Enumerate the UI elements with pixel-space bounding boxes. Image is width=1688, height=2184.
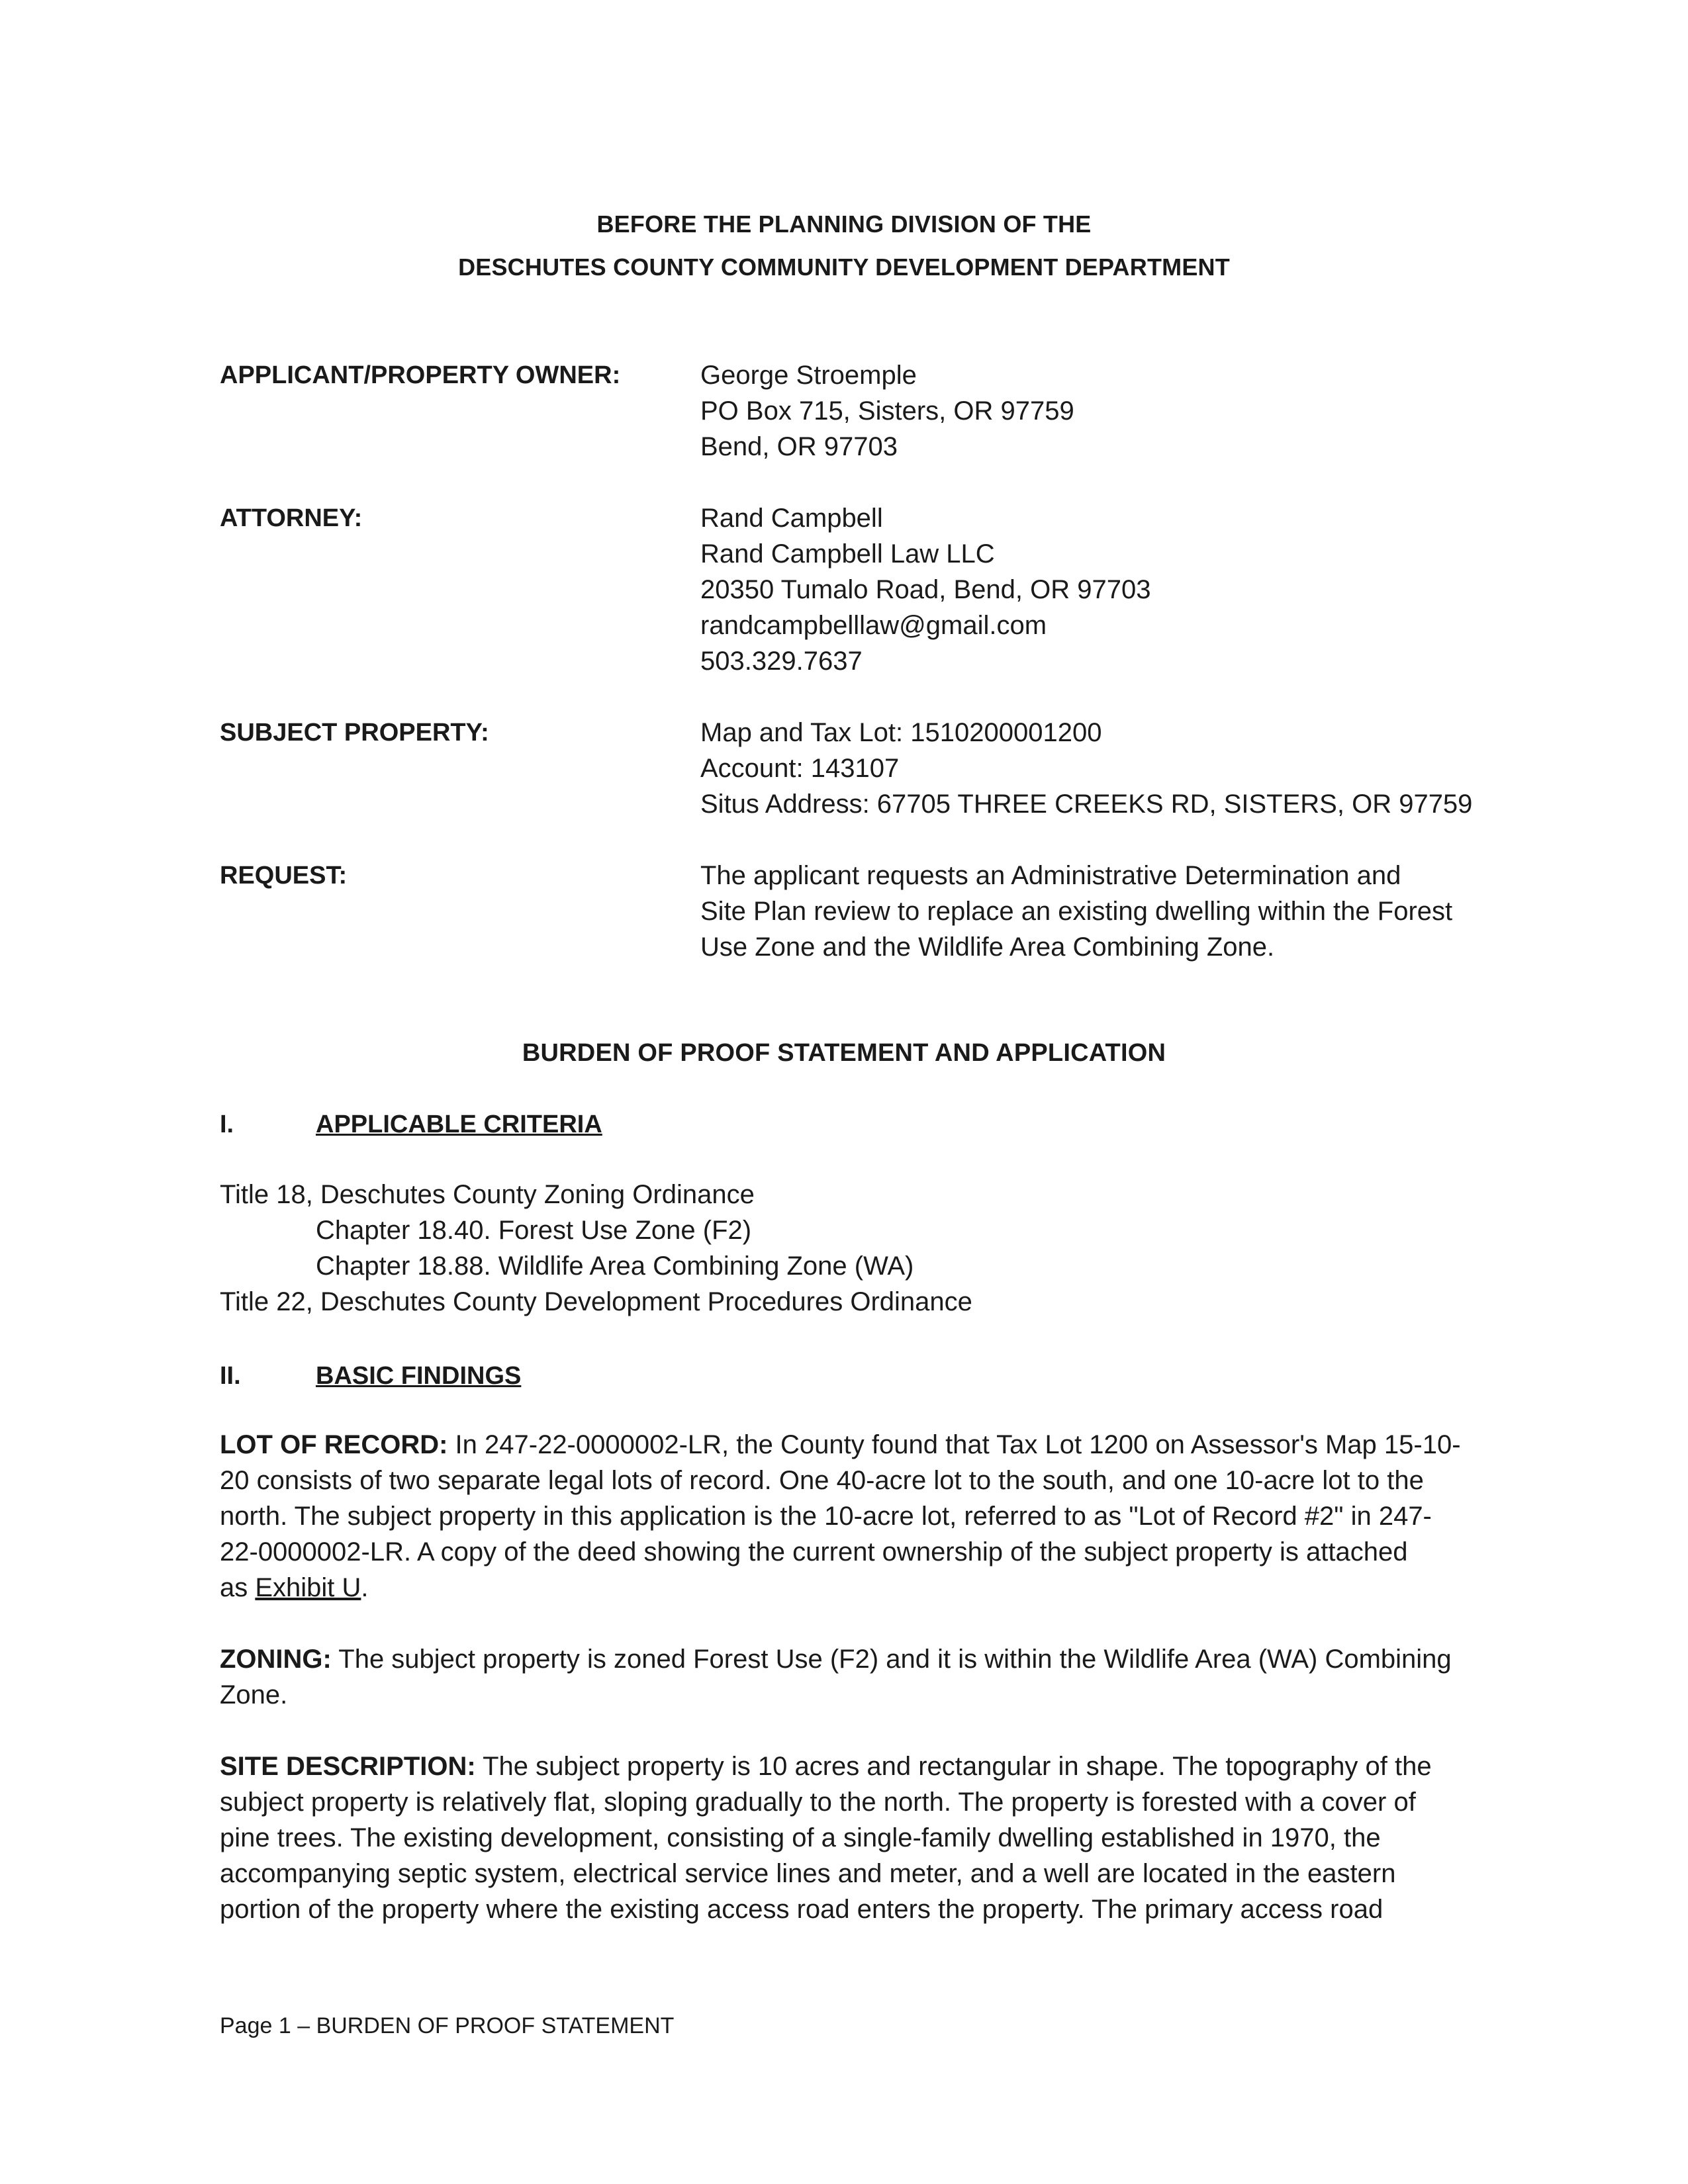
request-line: Use Zone and the Wildlife Area Combining Zone. bbox=[700, 933, 1275, 962]
owner-label: APPLICANT/PROPERTY OWNER: bbox=[220, 361, 621, 389]
section-2-title: BASIC FINDINGS bbox=[316, 1362, 522, 1390]
paragraph-text: pine trees. The existing development, consisting of a single-family dwelling established in 1970, the bbox=[220, 1823, 1381, 1852]
header-line-1: BEFORE THE PLANNING DIVISION OF THE bbox=[596, 210, 1092, 238]
attorney-phone: 503.329.7637 bbox=[700, 647, 863, 676]
paragraph-text: north. The subject property in this application is the 10-acre lot, referred to as "Lot of Record #2" in 247- bbox=[220, 1502, 1432, 1531]
paragraph-text: . bbox=[361, 1573, 369, 1602]
request-label: REQUEST: bbox=[220, 862, 348, 889]
zoning-paragraph bbox=[220, 1641, 1471, 1713]
property-label: SUBJECT PROPERTY: bbox=[220, 719, 489, 747]
attorney-line: Rand Campbell Law LLC bbox=[700, 539, 995, 569]
paragraph-text: as bbox=[220, 1573, 256, 1602]
request-line: Site Plan review to replace an existing dwelling within the Forest bbox=[700, 897, 1453, 926]
paragraph-text: The subject property is 10 acres and rectangular in shape. The topography of the bbox=[475, 1752, 1432, 1781]
paragraph-text: 20 consists of two separate legal lots of record. One 40-acre lot to the south, and one 10-acre lot to the bbox=[220, 1466, 1424, 1495]
request-line: The applicant requests an Administrative Determination and bbox=[700, 861, 1401, 890]
lot-of-record-paragraph bbox=[220, 1427, 1471, 1606]
header-line-2: DESCHUTES COUNTY COMMUNITY DEVELOPMENT DEPARTMENT bbox=[458, 253, 1230, 281]
paragraph-text: Zone. bbox=[220, 1680, 288, 1709]
section-1-title: APPLICABLE CRITERIA bbox=[316, 1111, 602, 1138]
statement-title: BURDEN OF PROOF STATEMENT AND APPLICATION bbox=[522, 1039, 1166, 1067]
page-footer: Page 1 – BURDEN OF PROOF STATEMENT bbox=[220, 2013, 675, 2038]
paragraph-text: 22-0000002-LR. A copy of the deed showing the current ownership of the subject property is attached bbox=[220, 1537, 1408, 1567]
exhibit-u-reference: Exhibit U bbox=[255, 1573, 361, 1602]
owner-value bbox=[700, 357, 1495, 465]
property-value bbox=[700, 715, 1495, 822]
lot-of-record-label: LOT OF RECORD: bbox=[220, 1430, 448, 1459]
paragraph-text: subject property is relatively flat, sloping gradually to the north. The property is forested with a cover of bbox=[220, 1788, 1416, 1817]
section-1-number: I. bbox=[220, 1111, 234, 1138]
property-line: Map and Tax Lot: 1510200001200 bbox=[700, 718, 1102, 747]
property-line: Situs Address: 67705 THREE CREEKS RD, SISTERS, OR 97759 bbox=[700, 790, 1473, 819]
attorney-value bbox=[700, 500, 1495, 679]
criteria-item: Title 22, Deschutes County Development Procedures Ordinance bbox=[220, 1287, 972, 1316]
property-line: Account: 143107 bbox=[700, 754, 900, 783]
attorney-line: 20350 Tumalo Road, Bend, OR 97703 bbox=[700, 575, 1151, 604]
criteria-item: Title 18, Deschutes County Zoning Ordinance bbox=[220, 1180, 755, 1209]
section-2-number: II. bbox=[220, 1362, 241, 1390]
zoning-label: ZONING: bbox=[220, 1645, 332, 1674]
paragraph-text: portion of the property where the existing access road enters the property. The primary access road bbox=[220, 1895, 1383, 1924]
attorney-line: Rand Campbell bbox=[700, 504, 883, 533]
owner-line: George Stroemple bbox=[700, 361, 917, 390]
owner-line: Bend, OR 97703 bbox=[700, 432, 898, 461]
owner-line: PO Box 715, Sisters, OR 97759 bbox=[700, 396, 1074, 426]
paragraph-text: accompanying septic system, electrical service lines and meter, and a well are located in the eastern bbox=[220, 1859, 1396, 1888]
paragraph-text: In 247-22-0000002-LR, the County found that Tax Lot 1200 on Assessor's Map 15-10- bbox=[447, 1430, 1461, 1459]
site-description-paragraph bbox=[220, 1749, 1471, 1927]
paragraph-text: The subject property is zoned Forest Use (F2) and it is within the Wildlife Area (WA) Combining bbox=[331, 1645, 1452, 1674]
attorney-label: ATTORNEY: bbox=[220, 504, 363, 532]
site-description-label: SITE DESCRIPTION: bbox=[220, 1752, 476, 1781]
attorney-email: randcampbelllaw@gmail.com bbox=[700, 611, 1047, 640]
request-value bbox=[700, 858, 1495, 965]
criteria-item: Chapter 18.88. Wildlife Area Combining Zone (WA) bbox=[316, 1251, 914, 1281]
criteria-item: Chapter 18.40. Forest Use Zone (F2) bbox=[316, 1216, 752, 1245]
